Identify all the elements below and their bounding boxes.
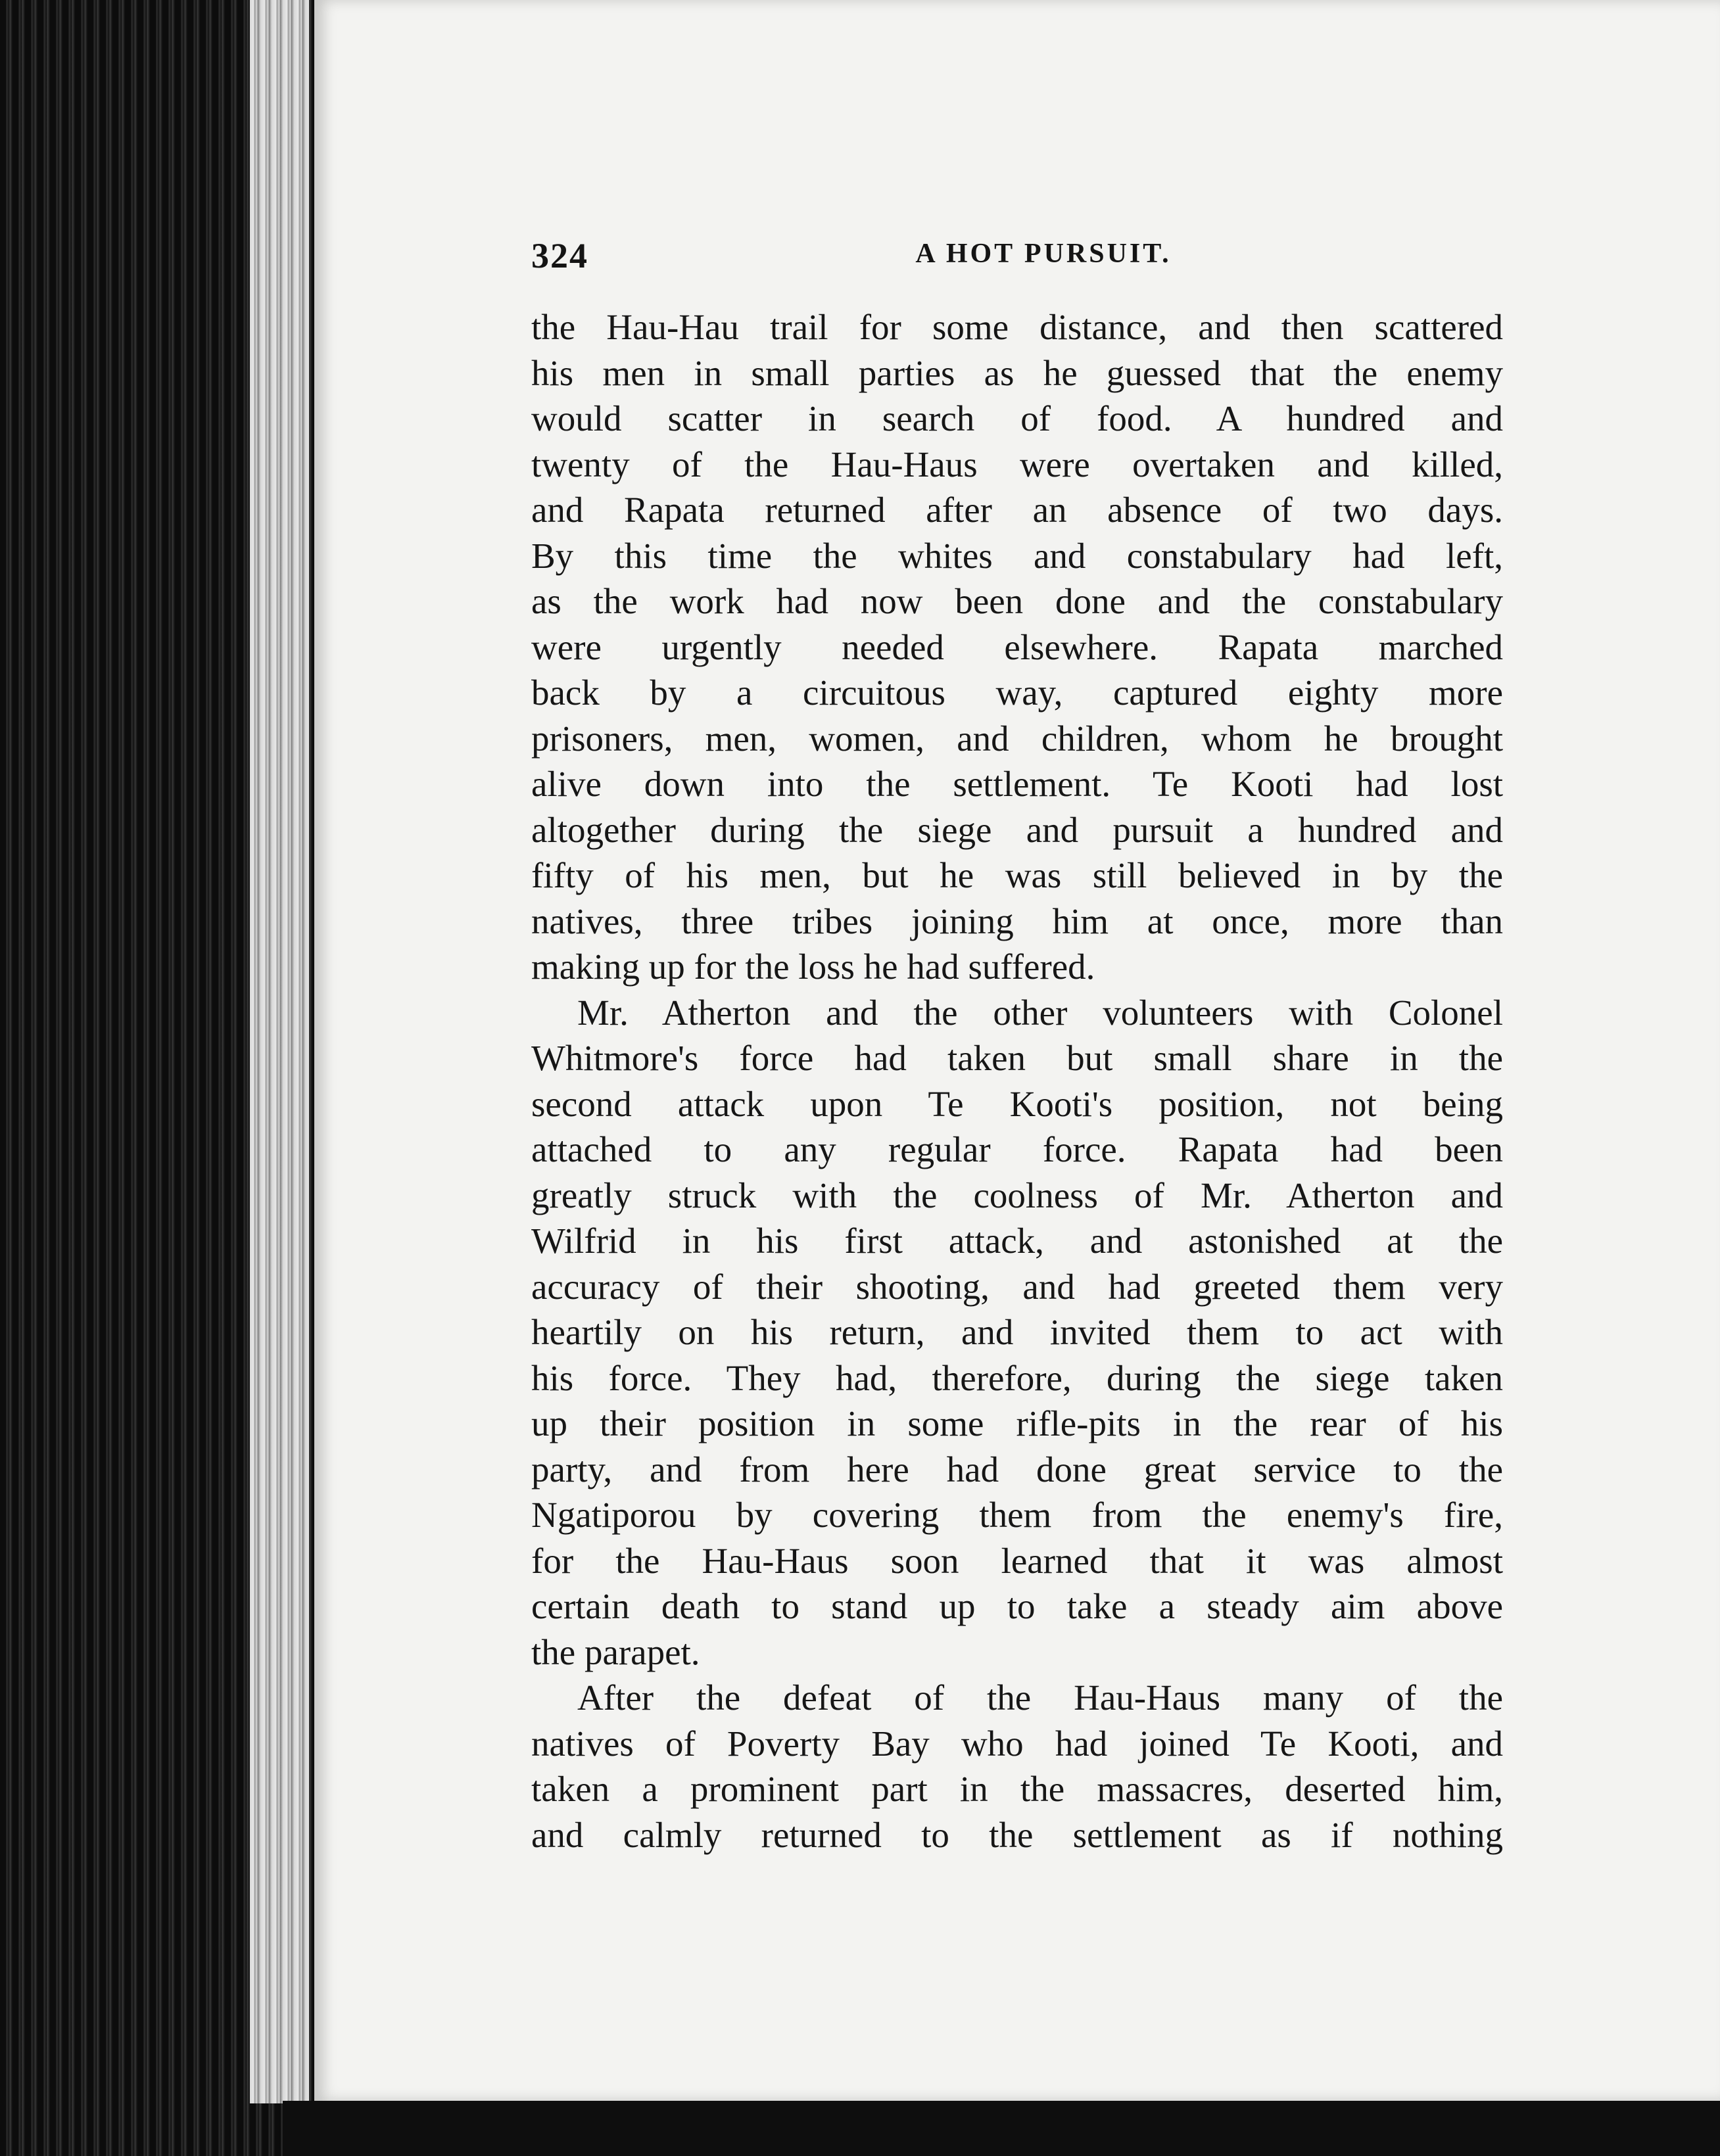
body-text	[531, 304, 1503, 1858]
text-line: second attack upon Te Kooti's position, not being	[531, 1083, 1503, 1124]
text-line: taken a prominent part in the massacres, deserted him,	[531, 1769, 1503, 1809]
page-number: 324	[531, 236, 588, 275]
text-line: heartily on his return, and invited them to act with	[531, 1312, 1503, 1352]
text-line: fifty of his men, but he was still believed in by the	[531, 855, 1503, 895]
text-line: By this time the whites and constabulary had left,	[531, 535, 1503, 576]
text-line: alive down into the settlement. Te Kooti had lost	[531, 764, 1503, 804]
book-bottom-edge	[283, 2101, 1720, 2156]
text-line: attached to any regular force. Rapata had been	[531, 1129, 1503, 1169]
text-line: certain death to stand up to take a steady aim above	[531, 1586, 1503, 1626]
text-line: his men in small parties as he guessed that the enemy	[531, 352, 1503, 393]
text-line: as the work had now been done and the constabulary	[531, 581, 1503, 621]
text-line: Mr. Atherton and the other volunteers with Colonel	[577, 992, 1503, 1033]
page-title: A HOT PURSUIT.	[915, 239, 1172, 269]
text-line: altogether during the siege and pursuit a hundred and	[531, 809, 1503, 850]
text-line: Wilfrid in his first attack, and astonished at the	[531, 1221, 1503, 1261]
text-line: twenty of the Hau-Haus were overtaken and killed,	[531, 444, 1503, 484]
text-line: up their position in some rifle-pits in the rear of his	[531, 1403, 1503, 1443]
running-head	[531, 235, 1503, 281]
text-line: Whitmore's force had taken but small share in the	[531, 1038, 1503, 1078]
text-line: party, and from here had done great service to the	[531, 1449, 1503, 1489]
text-line: greatly struck with the coolness of Mr. Atherton and	[531, 1175, 1503, 1215]
text-line: were urgently needed elsewhere. Rapata marched	[531, 626, 1503, 667]
text-line: prisoners, men, women, and children, whom he brought	[531, 718, 1503, 759]
text-line: back by a circuitous way, captured eighty more	[531, 672, 1503, 713]
text-line: his force. They had, therefore, during the siege taken	[531, 1357, 1503, 1398]
page-stack-highlight	[250, 0, 309, 2103]
text-line: the Hau-Hau trail for some distance, and then scattered	[531, 307, 1503, 347]
text-line: and calmly returned to the settlement as if nothing	[531, 1814, 1503, 1855]
text-line: Ngatiporou by covering them from the enemy's fire,	[531, 1495, 1503, 1535]
text-line: natives of Poverty Bay who had joined Te Kooti, and	[531, 1723, 1503, 1764]
text-line: making up for the loss he had suffered.	[531, 947, 1095, 987]
text-line: would scatter in search of food. A hundred and	[531, 398, 1503, 438]
text-line: natives, three tribes joining him at once, more than	[531, 901, 1503, 941]
text-line: the parapet.	[531, 1631, 700, 1672]
text-line: After the defeat of the Hau-Haus many of the	[577, 1677, 1503, 1718]
text-line: accuracy of their shooting, and had greeted them very	[531, 1266, 1503, 1307]
text-line: for the Hau-Haus soon learned that it was almost	[531, 1540, 1503, 1581]
text-line: and Rapata returned after an absence of two days.	[531, 490, 1503, 530]
